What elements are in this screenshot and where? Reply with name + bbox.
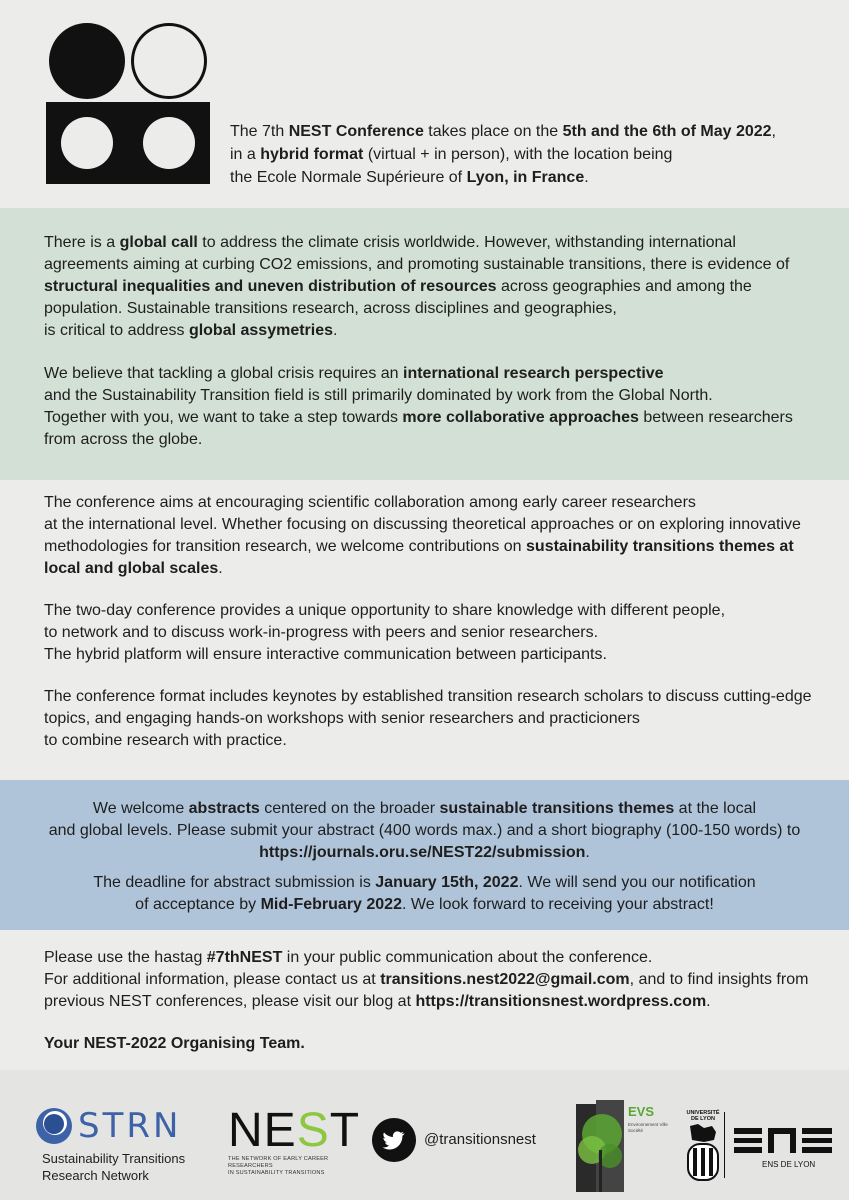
deadline-paragraph: The deadline for abstract submission is January 15th, 2022. We will send you our notification of acceptance by Mid-February 2022. We look forward to receiving your abstract! (93, 874, 756, 913)
contact-section (0, 930, 849, 1070)
footer-logos (0, 1070, 849, 1200)
call-for-abstracts-section (0, 780, 849, 930)
strn-circle-icon (34, 1106, 74, 1146)
format-paragraph: The conference format includes keynotes by established transition research scholars to discuss cutting-edge topics, and engaging hands-on workshops with senior researchers and practicioners to combine research with practice. (44, 688, 812, 749)
nest-logo[interactable] (228, 1106, 363, 1186)
global-call-paragraph: There is a global call to address the climate crisis worldwide. However, withstanding international agreements aiming at curbing CO2 emissions, and promoting sustainable transitions, there is evidence of structural inequalities and uneven distribution of resources across geographies and among the population. Sustainable transitions research, across disciplines and geographies, is critical to address global assymetries. (44, 234, 790, 339)
nest-wordmark-ne: NE (228, 1104, 297, 1157)
ens-subtitle: ENS DE LYON (762, 1160, 816, 1169)
nest-logo-mark-icon (46, 20, 210, 184)
global-call-section (0, 208, 849, 480)
logo-separator (724, 1112, 725, 1178)
ens-wordmark-icon (734, 1126, 834, 1156)
universite-de-lyon-logo[interactable] (684, 1110, 722, 1190)
two-day-paragraph: The two-day conference provides a unique opportunity to share knowledge with different people, to network and to discuss work-in-progress with peers and senior researchers. The hybrid platform will ensure interactive communication between participants. (44, 602, 726, 663)
nest-wordmark-s: S (296, 1104, 330, 1157)
twitter-link[interactable] (372, 1118, 536, 1162)
intro-text: The 7th NEST Conference takes place on the 5th and the 6th of May 2022, in a hybrid format (virtual + in person), with the location being the Ecole Normale Supérieure of Lyon, in France. (230, 123, 776, 186)
strn-subtitle-line-2: Research Network (42, 1168, 149, 1183)
lyon-text-2: DE LYON (691, 1116, 715, 1122)
strn-subtitle-line-1: Sustainability Transitions (42, 1151, 186, 1166)
strn-wordmark: STRN (78, 1106, 182, 1146)
international-perspective-paragraph: We believe that tackling a global crisis requires an international research perspective and the Sustainability Transition field is still primarily dominated by work from the Global North. Together with you, we want to take a step towards more collaborative approaches between researchers from across the globe. (44, 365, 793, 448)
nest-subtitle-line-1: THE NETWORK OF EARLY CAREER RESEARCHERS (228, 1156, 329, 1169)
lion-crest-icon (684, 1122, 722, 1184)
header (0, 0, 849, 208)
aims-paragraph: The conference aims at encouraging scientific collaboration among early career researchers at the international level. Whether focusing on discussing theoretical approaches or on exploring innovative methodologies for transition research, we welcome contributions on sustainability transitions themes at local and global scales. (44, 494, 801, 577)
evs-subtitle: Environnement Ville Société (628, 1122, 668, 1133)
nest-wordmark (228, 1106, 363, 1156)
lyon-text-1: UNIVERSITÉ (686, 1110, 720, 1116)
nest-wordmark-t: T (329, 1104, 361, 1157)
evs-wordmark: EVS (628, 1104, 655, 1119)
abstracts-paragraph: We welcome abstracts centered on the broader sustainable transitions themes at the local and global levels. Please submit your abstract (400 words max.) and a short biography (100-150 words) to https://journals.oru.se/NEST22/submission. (48, 800, 801, 861)
contact-paragraph: Please use the hastag #7thNEST in your public communication about the conference. For additional information, please contact us at transitions.nest2022@gmail.com, and to find insights from previous NEST conferences, please visit our blog at https://transitionsnest.wordpress.com. (44, 949, 809, 1010)
signoff: Your NEST-2022 Organising Team. (44, 1035, 305, 1052)
ens-de-lyon-logo[interactable] (734, 1126, 834, 1176)
evs-logo[interactable] (572, 1100, 667, 1196)
twitter-handle: @transitionsnest (424, 1131, 536, 1148)
evs-tree-icon (572, 1100, 626, 1196)
twitter-icon (372, 1118, 416, 1162)
nest-subtitle-line-2: IN SUSTAINABILITY TRANSITIONS (228, 1170, 325, 1176)
nest-subtitle (228, 1156, 363, 1177)
strn-logo[interactable] (34, 1106, 214, 1196)
strn-subtitle (42, 1150, 232, 1184)
conference-aims-section (0, 480, 849, 780)
